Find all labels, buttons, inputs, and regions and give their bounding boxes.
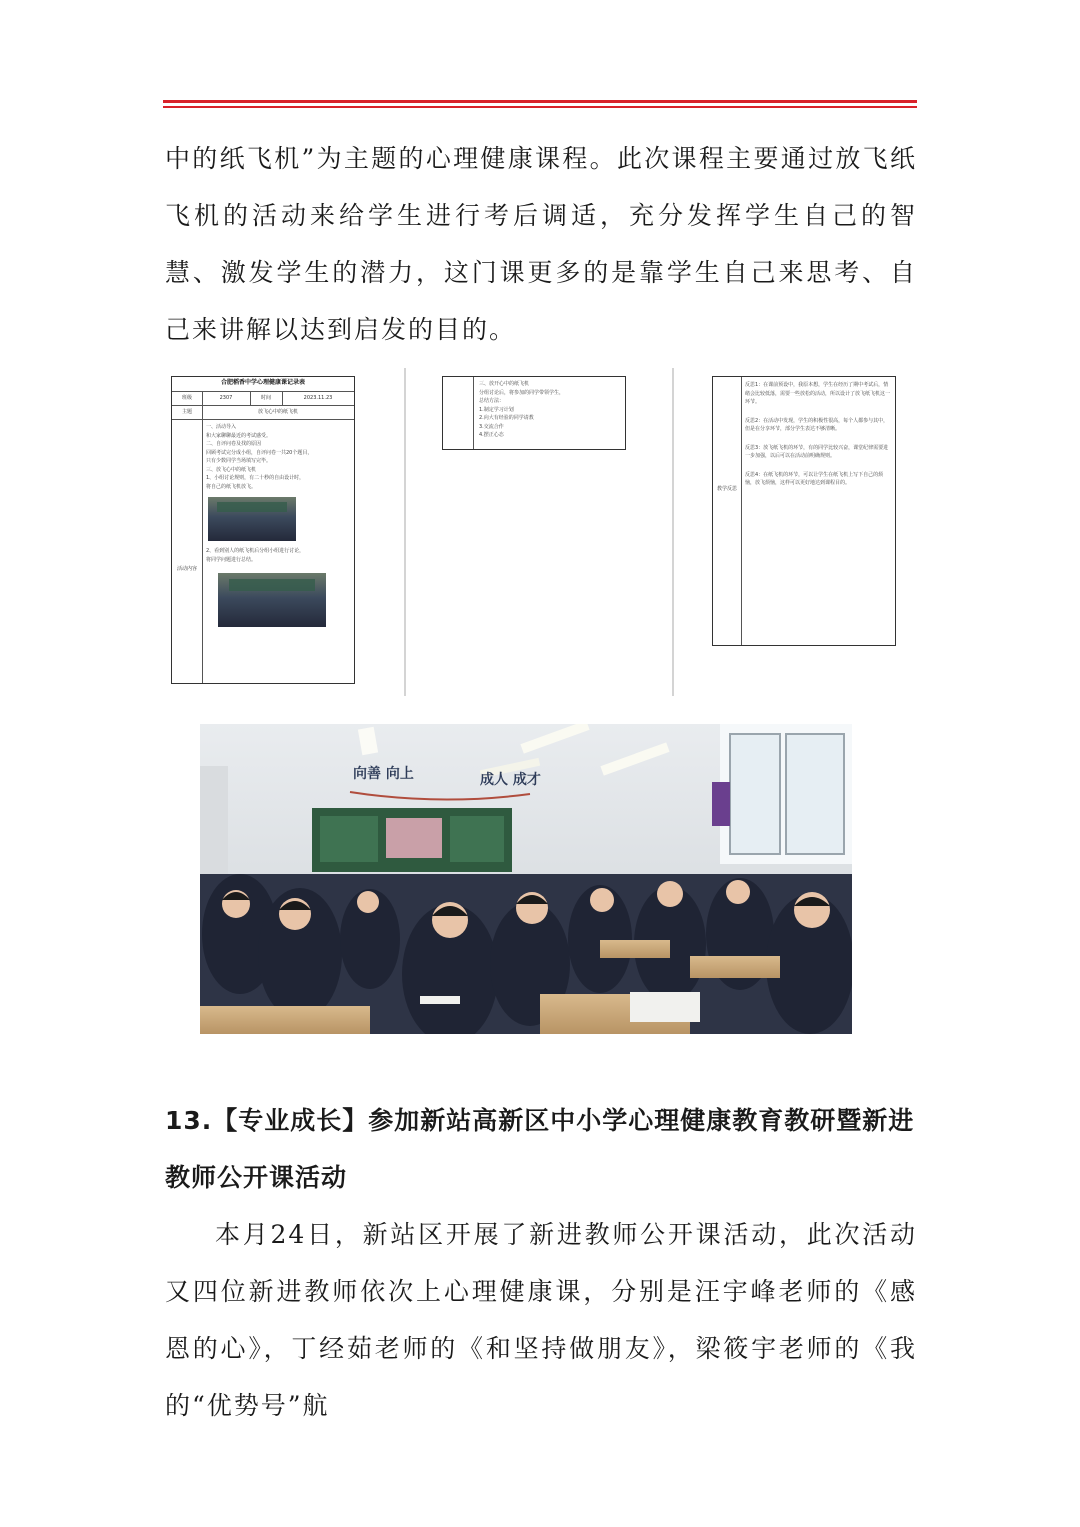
reflection-paragraph: 反思2：在活动中发现，学生的积极性很高，每个人都参与其中，但是在分享环节，部分学生表达不够清晰。 bbox=[745, 417, 889, 432]
header-rule-thin bbox=[163, 106, 917, 108]
plan-line: 2.向大有经验的同学请教 bbox=[479, 415, 534, 421]
reflection-paragraph: 反思3：放飞纸飞机的环节，有的同学比较兴奋，课堂纪律需要进一步加强，以后可以在活动前明确规则。 bbox=[745, 444, 889, 459]
section-heading: 13.【专业成长】参加新站高新区中小学心理健康教育教研暨新进教师公开课活动 bbox=[165, 1106, 915, 1192]
content-line: 2、看到别人的纸飞机后分组小组进行讨论， bbox=[206, 548, 305, 554]
record-table-scan bbox=[163, 368, 403, 696]
topic-label: 主题 bbox=[181, 409, 192, 415]
classroom-scene bbox=[200, 724, 852, 1034]
time-label: 时间 bbox=[260, 395, 271, 401]
activity-photo-1 bbox=[208, 497, 296, 541]
plan-line: 三、放开心中的纸飞机 bbox=[479, 381, 530, 387]
record-table-title: 合肥稻香中学心理健康课记录表 bbox=[220, 379, 305, 386]
plan-lines bbox=[479, 380, 621, 440]
reflection-paragraphs bbox=[745, 381, 891, 488]
section-paragraph: 本月24日，新站区开展了新进教师公开课活动，此次活动又四位新进教师依次上心理健康课，分别是汪宇峰老师的《感恩的心》，丁经茹老师的《和坚持做朋友》，梁筱宇老师的《我的“优势号”航 bbox=[165, 1220, 917, 1420]
lesson-plan-scan bbox=[404, 368, 673, 696]
activity-photo-2 bbox=[218, 573, 326, 627]
plan-line: 4.摆正心态 bbox=[479, 432, 504, 438]
plan-line: 分组讨论后，将参加的同学带领学生， bbox=[479, 389, 565, 396]
reflection-label: 教学反思 bbox=[716, 486, 737, 492]
record-table bbox=[171, 376, 355, 684]
banner-left-text: 向善 向上 bbox=[353, 766, 414, 782]
plan-line: 3.交流合作 bbox=[479, 423, 504, 430]
class-value: 2307 bbox=[219, 395, 233, 401]
content-line: 回顾考试完分成小组，自评问卷一共20个题目， bbox=[206, 449, 313, 456]
content-line: 只有少数同学当场填写完毕。 bbox=[206, 458, 272, 464]
lesson-plan-box bbox=[442, 376, 626, 450]
content-line: 将同学问题进行总结。 bbox=[206, 556, 257, 563]
banner-right-text: 成人 成才 bbox=[480, 772, 541, 788]
reflection-paragraph: 反思4：在纸飞机的环节，可以让学生在纸飞机上写下自己的烦恼，放飞烦恼，这样可以更好地达到课程目的。 bbox=[745, 471, 884, 486]
content-lines-2 bbox=[206, 547, 350, 564]
content-lines-1 bbox=[206, 423, 350, 491]
content-line: 一、活动导入 bbox=[206, 424, 237, 430]
content-line: 二、自评问卷及找的原因 bbox=[206, 441, 262, 447]
reflection-box bbox=[712, 376, 896, 646]
header-rule-thick bbox=[163, 100, 917, 103]
reflection-scan bbox=[672, 368, 919, 696]
content-label: 活动内容 bbox=[176, 566, 197, 572]
content-line: 1、小组讨论规则，有二十秒的自由设计时， bbox=[206, 475, 305, 481]
plan-line: 1.制定学习计划 bbox=[479, 406, 514, 413]
content-line: 将自己的纸飞机放飞。 bbox=[206, 483, 257, 490]
content-line: 和大家聊聊最近的考试感受。 bbox=[206, 432, 272, 439]
plan-line: 总结方法： bbox=[479, 398, 505, 404]
class-label: 班级 bbox=[181, 395, 192, 401]
content-line: 三、放飞心中的纸飞机 bbox=[206, 466, 257, 473]
classroom-photo bbox=[200, 724, 852, 1034]
reflection-paragraph: 反思1：在课前预设中，我原本想，学生在经历了期中考试后，情绪会比较低落，需要一些放松的活动，所以设计了放飞纸飞机这一环节。 bbox=[745, 382, 891, 405]
intro-paragraph: 中的纸飞机”为主题的心理健康课程。此次课程主要通过放飞纸飞机的活动来给学生进行考后调适，充分发挥学生自己的智慧、激发学生的潜力，这门课更多的是靠学生自己来思考、自己来讲解以达到启发的目的。 bbox=[165, 144, 917, 344]
topic-value: 放飞心中的纸飞机 bbox=[257, 409, 298, 415]
time-value: 2023.11.23 bbox=[303, 395, 333, 401]
